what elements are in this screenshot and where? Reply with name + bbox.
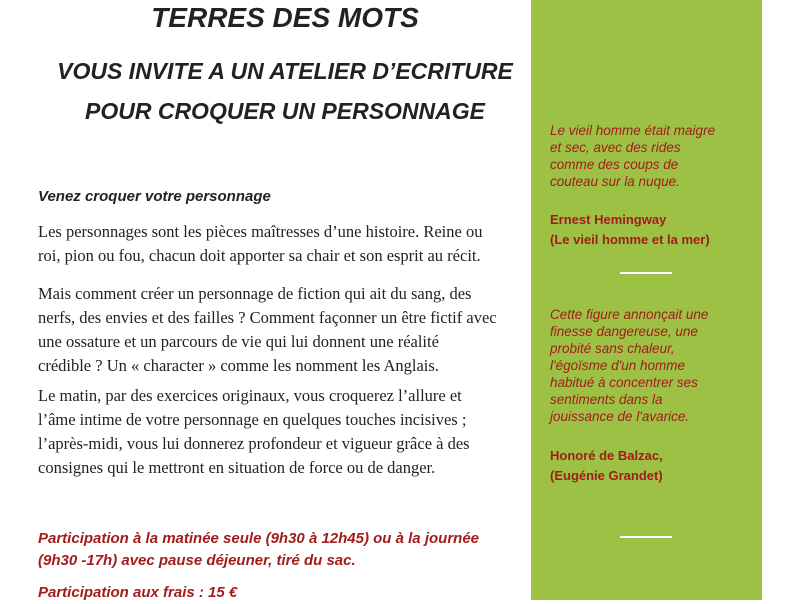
quote-line: couteau sur la nuque. [550,174,680,189]
paragraph-question [38,282,528,378]
text-line: une ossature et un parcours de vie qui lui donnent une réalité [38,332,439,351]
quote-line: finesse dangereuse, une [550,324,698,339]
text-line: l’âme intime de votre personnage en quelques touches incisives ; [38,410,467,429]
page-title: TERRES DES MOTS [151,2,419,33]
text-line: Le matin, par des exercices originaux, vous croquerez l’allure et [38,386,462,405]
quote-sidebar [531,0,762,600]
section-heading: Venez croquer votre personnage [38,188,271,205]
fee-info: Participation aux frais : 15 € [38,584,238,601]
subtitle-line-2: POUR CROQUER UN PERSONNAGE [85,98,485,124]
quote-line: jouissance de l'avarice. [550,409,690,424]
text-line: Participation à la matinée seule (9h30 à 12h45) ou à la journée [38,530,479,547]
quote-line: sentiments dans la [550,392,663,407]
author-name: Ernest Hemingway [550,212,667,227]
divider [620,272,672,274]
quote-hemingway [550,122,755,190]
text-line: consignes qui le mettront en situation de force ou de danger. [38,458,436,477]
paragraph-intro [38,220,528,268]
author-name: Honoré de Balzac, [550,448,663,463]
quote-line: Cette figure annonçait une [550,307,709,322]
subtitle-line-1: VOUS INVITE A UN ATELIER D’ECRITURE [57,58,513,84]
quote-balzac [550,306,755,425]
text-line: Mais comment créer un personnage de fiction qui ait du sang, des [38,284,472,303]
divider [620,536,672,538]
quote-author-hemingway [550,210,760,250]
paragraph-program [38,384,528,480]
text-line: nerfs, des envies et des failles ? Comment façonner un être fictif avec [38,308,497,327]
quote-line: Le vieil homme était maigre [550,123,716,138]
quote-line: comme des coups de [550,157,679,172]
quote-line: et sec, avec des rides [550,140,681,155]
quote-line: probité sans chaleur, [550,341,675,356]
quote-author-balzac [550,446,760,486]
text-line: l’après-midi, vous lui donnerez profondeur et vigueur grâce à des [38,434,470,453]
quote-line: l'égoïsme d'un homme [550,358,685,373]
author-work: (Le vieil homme et la mer) [550,232,710,247]
text-line: roi, pion ou fou, chacun doit apporter sa chair et son esprit au récit. [38,246,481,265]
quote-line: habitué à concentrer ses [550,375,698,390]
text-line: (9h30 -17h) avec pause déjeuner, tiré du sac. [38,552,356,569]
text-line: Les personnages sont les pièces maîtresses d’une histoire. Reine ou [38,222,483,241]
participation-info [38,528,530,572]
text-line: crédible ? Un « character » comme les nomment les Anglais. [38,356,439,375]
author-work: (Eugénie Grandet) [550,468,663,483]
